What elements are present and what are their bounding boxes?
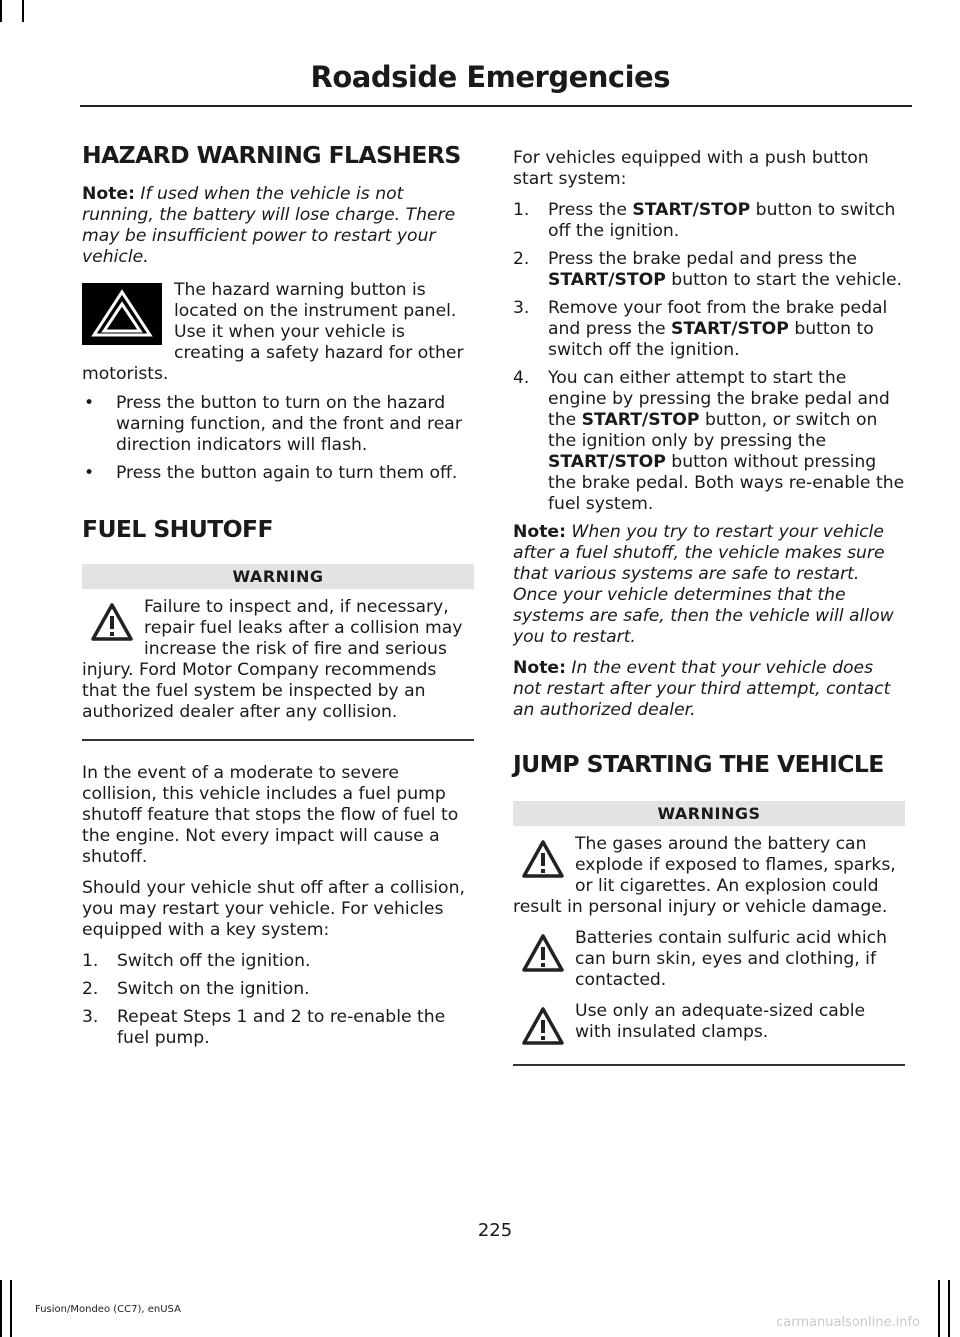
list-item: 1. Switch off the ignition. [82, 951, 311, 971]
page-title: Roadside Emergencies [310, 60, 670, 94]
left-column [82, 140, 474, 1056]
crop-mark [22, 0, 24, 22]
crop-mark [938, 1280, 940, 1337]
warning-item [82, 597, 474, 723]
header-divider [80, 105, 912, 107]
note-text: If used when the vehicle is not running, the battery will lose charge. There may be insufficient power to restart your vehicle. [82, 184, 456, 267]
push-steps [513, 200, 905, 515]
dealer-note: Note: In the event that your vehicle does not restart after your third attempt, contact an authorized dealer. [513, 658, 891, 720]
warning-triangle-icon [90, 602, 134, 642]
list-item: 1. Press the START/STOP button to switch off the ignition. [513, 200, 896, 241]
list-item: 3. Repeat Steps 1 and 2 to re-enable the fuel pump. [82, 1007, 446, 1048]
hazard-heading: HAZARD WARNING FLASHERS [82, 141, 461, 169]
list-item: 4. You can either attempt to start the engine by pressing the brake pedal and the START/STOP button, or switch on the ignition only by pressing the START/STOP button without pressing the brake pedal. Both ways re-enable the fuel system. [513, 368, 905, 514]
warning-item [513, 834, 905, 918]
list-item: • Press the button again to turn them off. [84, 463, 458, 483]
hazard-button-image [82, 283, 162, 345]
restart-note: Note: When you try to restart your vehicle after a fuel shutoff, the vehicle makes sure that various systems are safe to restart. Once your vehicle determines that the systems are safe, then the vehicle will allow you to restart. [513, 522, 894, 647]
warning-triangle-icon [521, 1006, 565, 1046]
warning-item [513, 1001, 905, 1048]
warning-text: The gases around the battery can explode if exposed to flames, sparks, or lit cigarettes. An explosion could result in personal injury or vehicle damage. [513, 834, 896, 917]
key-steps [82, 951, 474, 1049]
warning-text: Batteries contain sulfuric acid which can burn skin, eyes and clothing, if contacted. [575, 928, 887, 990]
list-item: 2. Switch on the ignition. [82, 979, 310, 999]
warning-text: Use only an adequate-sized cable with insulated clamps. [575, 1001, 866, 1042]
fuel-heading: FUEL SHUTOFF [82, 515, 273, 543]
list-item: 3. Remove your foot from the brake pedal and press the START/STOP button to switch off the ignition. [513, 298, 888, 360]
list-item: 2. Press the brake pedal and press the START/STOP button to start the vehicle. [513, 249, 903, 290]
hazard-note [82, 184, 474, 268]
bullet-symbol: • [84, 393, 95, 413]
push-intro: For vehicles equipped with a push button start system: [513, 148, 869, 189]
fuel-warning-block [82, 564, 474, 741]
jump-heading: JUMP STARTING THE VEHICLE [513, 750, 884, 778]
hazard-bullets [82, 393, 474, 484]
list-item: • Press the button to turn on the hazard warning function, and the front and rear direction indicators will flash. [84, 393, 462, 455]
warning-triangle-icon [521, 839, 565, 879]
footer-text: Fusion/Mondeo (CC7), enUSA [35, 1304, 181, 1315]
right-column [513, 148, 905, 1088]
note-label: Note: [82, 184, 135, 204]
warning-text: Failure to inspect and, if necessary, repair fuel leaks after a collision may increase the risk of fire and serious injury. Ford Motor Company recommends that the fuel system be inspected by an authorized dealer after any collision. [82, 597, 463, 722]
watermark: carmanualsonline.info [776, 1315, 920, 1330]
crop-mark [0, 0, 2, 22]
warning-label: WARNING [82, 564, 474, 589]
page-number: 225 [477, 1220, 513, 1241]
warning-triangle-icon [521, 933, 565, 973]
warnings-label: WARNINGS [513, 801, 905, 826]
crop-mark [10, 1280, 12, 1337]
hazard-triangle-icon [90, 289, 154, 339]
hazard-body: The hazard warning button is located on the instrument panel. Use it when your vehicle is creating a safety hazard for other motorists. [82, 280, 464, 384]
crop-mark [948, 1280, 950, 1337]
fuel-paragraph: In the event of a moderate to severe collision, this vehicle includes a fuel pump shutoff feature that stops the flow of fuel to the engine. Not every impact will cause a shutoff. [82, 763, 459, 867]
bullet-symbol: • [84, 463, 95, 483]
fuel-paragraph: Should your vehicle shut off after a collision, you may restart your vehicle. For vehicles equipped with a key system: [82, 878, 465, 940]
jump-warnings-block [513, 801, 905, 1066]
crop-mark [0, 1280, 2, 1337]
warning-item [513, 928, 905, 991]
